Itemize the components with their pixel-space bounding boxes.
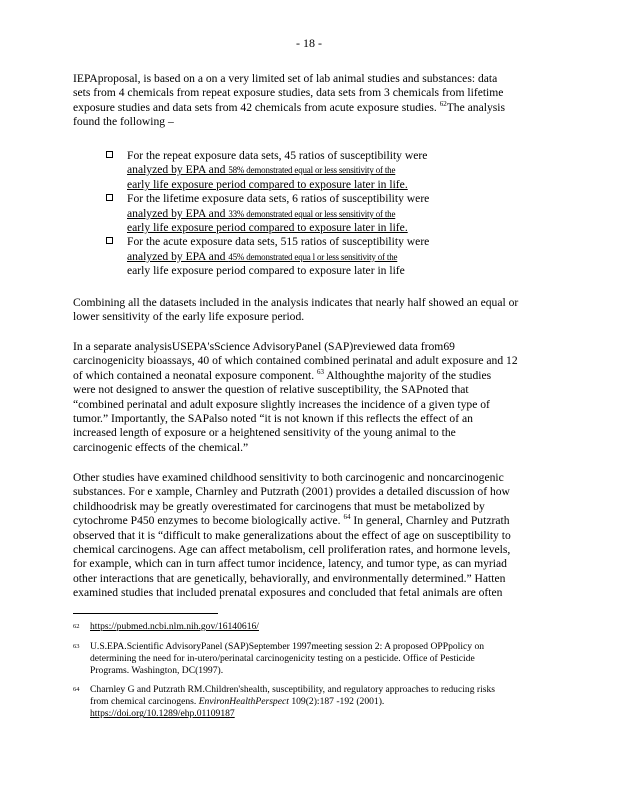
para3-line-7: increased length of exposure or a heightened sensitivity of the young animal to the (73, 426, 456, 440)
para4-line-4b: In general, Charnley and Putzrath (350, 514, 510, 528)
bullet-line-2 (127, 207, 550, 221)
bullet-line-2b: 33% demonstrated equal or less sensitivity of the (228, 208, 396, 219)
footnote-ref-64[interactable]: 64 (343, 513, 351, 522)
para4-line-9: examined studies that included prenatal exposures and concluded that fetal animals are often (73, 586, 503, 600)
finding-acute-exposure (100, 235, 550, 278)
para1-tail: The analysis (446, 100, 505, 114)
para1-line-1: IEPAproposal, is based on a on a very limited set of lab animal studies and substances: data (73, 72, 498, 85)
footnote-63 (73, 641, 553, 678)
footnote-62 (73, 621, 553, 633)
footnote-number: 64 (73, 686, 80, 693)
footnote-64-line-1: Charnley G and Putzrath RM.Children'shealth, susceptibility, and regulatory approaches to reducing risks (90, 684, 496, 695)
bullet-box-icon (106, 194, 113, 201)
footnote-64-text (90, 684, 553, 721)
footnote-62-text (90, 621, 553, 633)
footnote-64-line-2a: from chemical carcinogens. (90, 696, 199, 708)
bullet-box-icon (106, 151, 113, 158)
footnote-63-text (90, 641, 553, 678)
para3-line-4: were not designed to answer the question of relative susceptibility, the SAPnoted that (73, 383, 469, 397)
paragraph-epa-proposal (73, 72, 545, 130)
bullet-line-3: early life exposure period compared to exposure later in life. (127, 221, 408, 234)
bullet-line-1: For the lifetime exposure data sets, 6 ratios of susceptibility were (127, 192, 430, 206)
para3-line-3 (73, 369, 545, 383)
para4-line-4 (73, 514, 545, 528)
para1-line-3-text: exposure studies and data sets from 42 chemicals from acute exposure studies. (73, 100, 437, 114)
para3-line-8: carcinogenic effects of the chemical.” (73, 440, 249, 454)
bullet-line-1: For the acute exposure data sets, 515 ratios of susceptibility were (127, 235, 430, 249)
footnote-ref-62[interactable]: 62 (439, 99, 447, 108)
bullet-line-3: early life exposure period compared to exposure later in life. (127, 177, 408, 191)
bullet-line-2 (127, 163, 550, 177)
para4-line-7: for example, which can in turn affect tumor incidence, latency, and tumor type, as can myriad (73, 557, 507, 571)
para4-line-1: Other studies have examined childhood sensitivity to both carcinogenic and noncarcinogenic (73, 471, 504, 484)
footnote-63-line-2: determining the need for in-utero/perinatal carcinogenicity testing on a pesticide. Office of Pesticide (90, 653, 475, 665)
bullet-line-1: For the repeat exposure data sets, 45 ratios of susceptibility were (127, 149, 428, 162)
footnote-62-link[interactable]: https://pubmed.ncbi.nlm.nih.gov/16140616/ (90, 621, 259, 632)
findings-list (100, 149, 550, 279)
para1-line-4: found the following – (73, 115, 174, 129)
finding-lifetime-exposure (100, 192, 550, 235)
footnote-number: 62 (73, 623, 80, 630)
footnote-ref-63[interactable]: 63 (317, 367, 325, 376)
bullet-line-2a: analyzed by EPA and (127, 206, 229, 220)
para3-line-6: tumor.” Importantly, the SAPalso noted “it is not known if this reflects the effect of an (73, 412, 473, 426)
para4-line-2: substances. For e xample, Charnley and Putzrath (2001) provides a detailed discussion of how (73, 485, 510, 499)
finding-repeat-exposure (100, 149, 550, 192)
para3-line-2: carcinogenicity bioassays, 40 of which contained combined perinatal and adult exposure and 12 (73, 354, 518, 368)
footnote-separator (73, 613, 218, 614)
para4-line-3: childhoodrisk may be greatly overestimated for carcinogens that must be metabolized by (73, 499, 485, 513)
footnote-64 (73, 684, 553, 721)
page-number: - 18 - (296, 36, 322, 50)
paragraph-other-studies (73, 471, 545, 601)
para4-line-4a: cytochrome P450 enzymes to become biologically active. (73, 514, 344, 528)
footnote-number: 63 (73, 643, 80, 650)
para4-line-5: observed that it is “difficult to make generalizations about the effect of age on susceptibility to (73, 528, 511, 542)
para2-line-1: Combining all the datasets included in the analysis indicates that nearly half showed an equal or (73, 296, 519, 309)
bullet-line-3: early life exposure period compared to exposure later in life (127, 264, 405, 278)
bullet-line-2 (127, 250, 550, 264)
para1-line-2: sets from 4 chemicals from repeat exposure studies, data sets from 3 chemicals from lifetime (73, 86, 504, 100)
para1-line-3 (73, 101, 545, 115)
bullet-box-icon (106, 237, 113, 244)
para3-line-3b: Althoughthe majority of the studies (324, 368, 492, 382)
footnote-64-doi-link[interactable]: https://doi.org/10.1289/ehp.01109187 (90, 708, 235, 720)
para4-line-8: other interactions that are genetically, behaviorally, and environmentally determined.” Hatten (73, 571, 506, 585)
bullet-line-2a: analyzed by EPA and (127, 249, 229, 263)
para4-line-6: chemical carcinogens. Age can affect metabolism, cell proliferation rates, and hormone levels, (73, 543, 511, 557)
footnote-63-line-3: Programs. Washington, DC(1997). (90, 665, 224, 677)
paragraph-sap-analysis (73, 340, 545, 455)
bullet-line-2a: analyzed by EPA and (127, 163, 229, 177)
paragraph-combining-datasets (73, 296, 545, 325)
journal-name: EnvironHealthPerspect (198, 696, 289, 708)
para3-line-3a: of which contained a neonatal exposure component. (73, 368, 318, 382)
footnote-64-line-2 (90, 696, 553, 708)
bullet-line-2b: 58% demonstrated equal or less sensitivity of the (228, 165, 396, 176)
footnote-63-line-1: U.S.EPA.Scientific AdvisoryPanel (SAP)September 1997meeting session 2: A proposed OPPpolicy on (90, 641, 485, 652)
para2-line-2: lower sensitivity of the early life exposure period. (73, 310, 305, 324)
para3-line-5: “combined perinatal and adult exposure slightly increases the incidence of a given type of (73, 397, 490, 411)
footnote-64-line-2c: 109(2):187 -192 (2001). (288, 696, 385, 708)
para3-line-1: In a separate analysisUSEPA'sScience AdvisoryPanel (SAP)reviewed data from69 (73, 340, 455, 353)
bullet-line-2b: 45% demonstrated equa l or less sensitivity of the (228, 251, 398, 262)
